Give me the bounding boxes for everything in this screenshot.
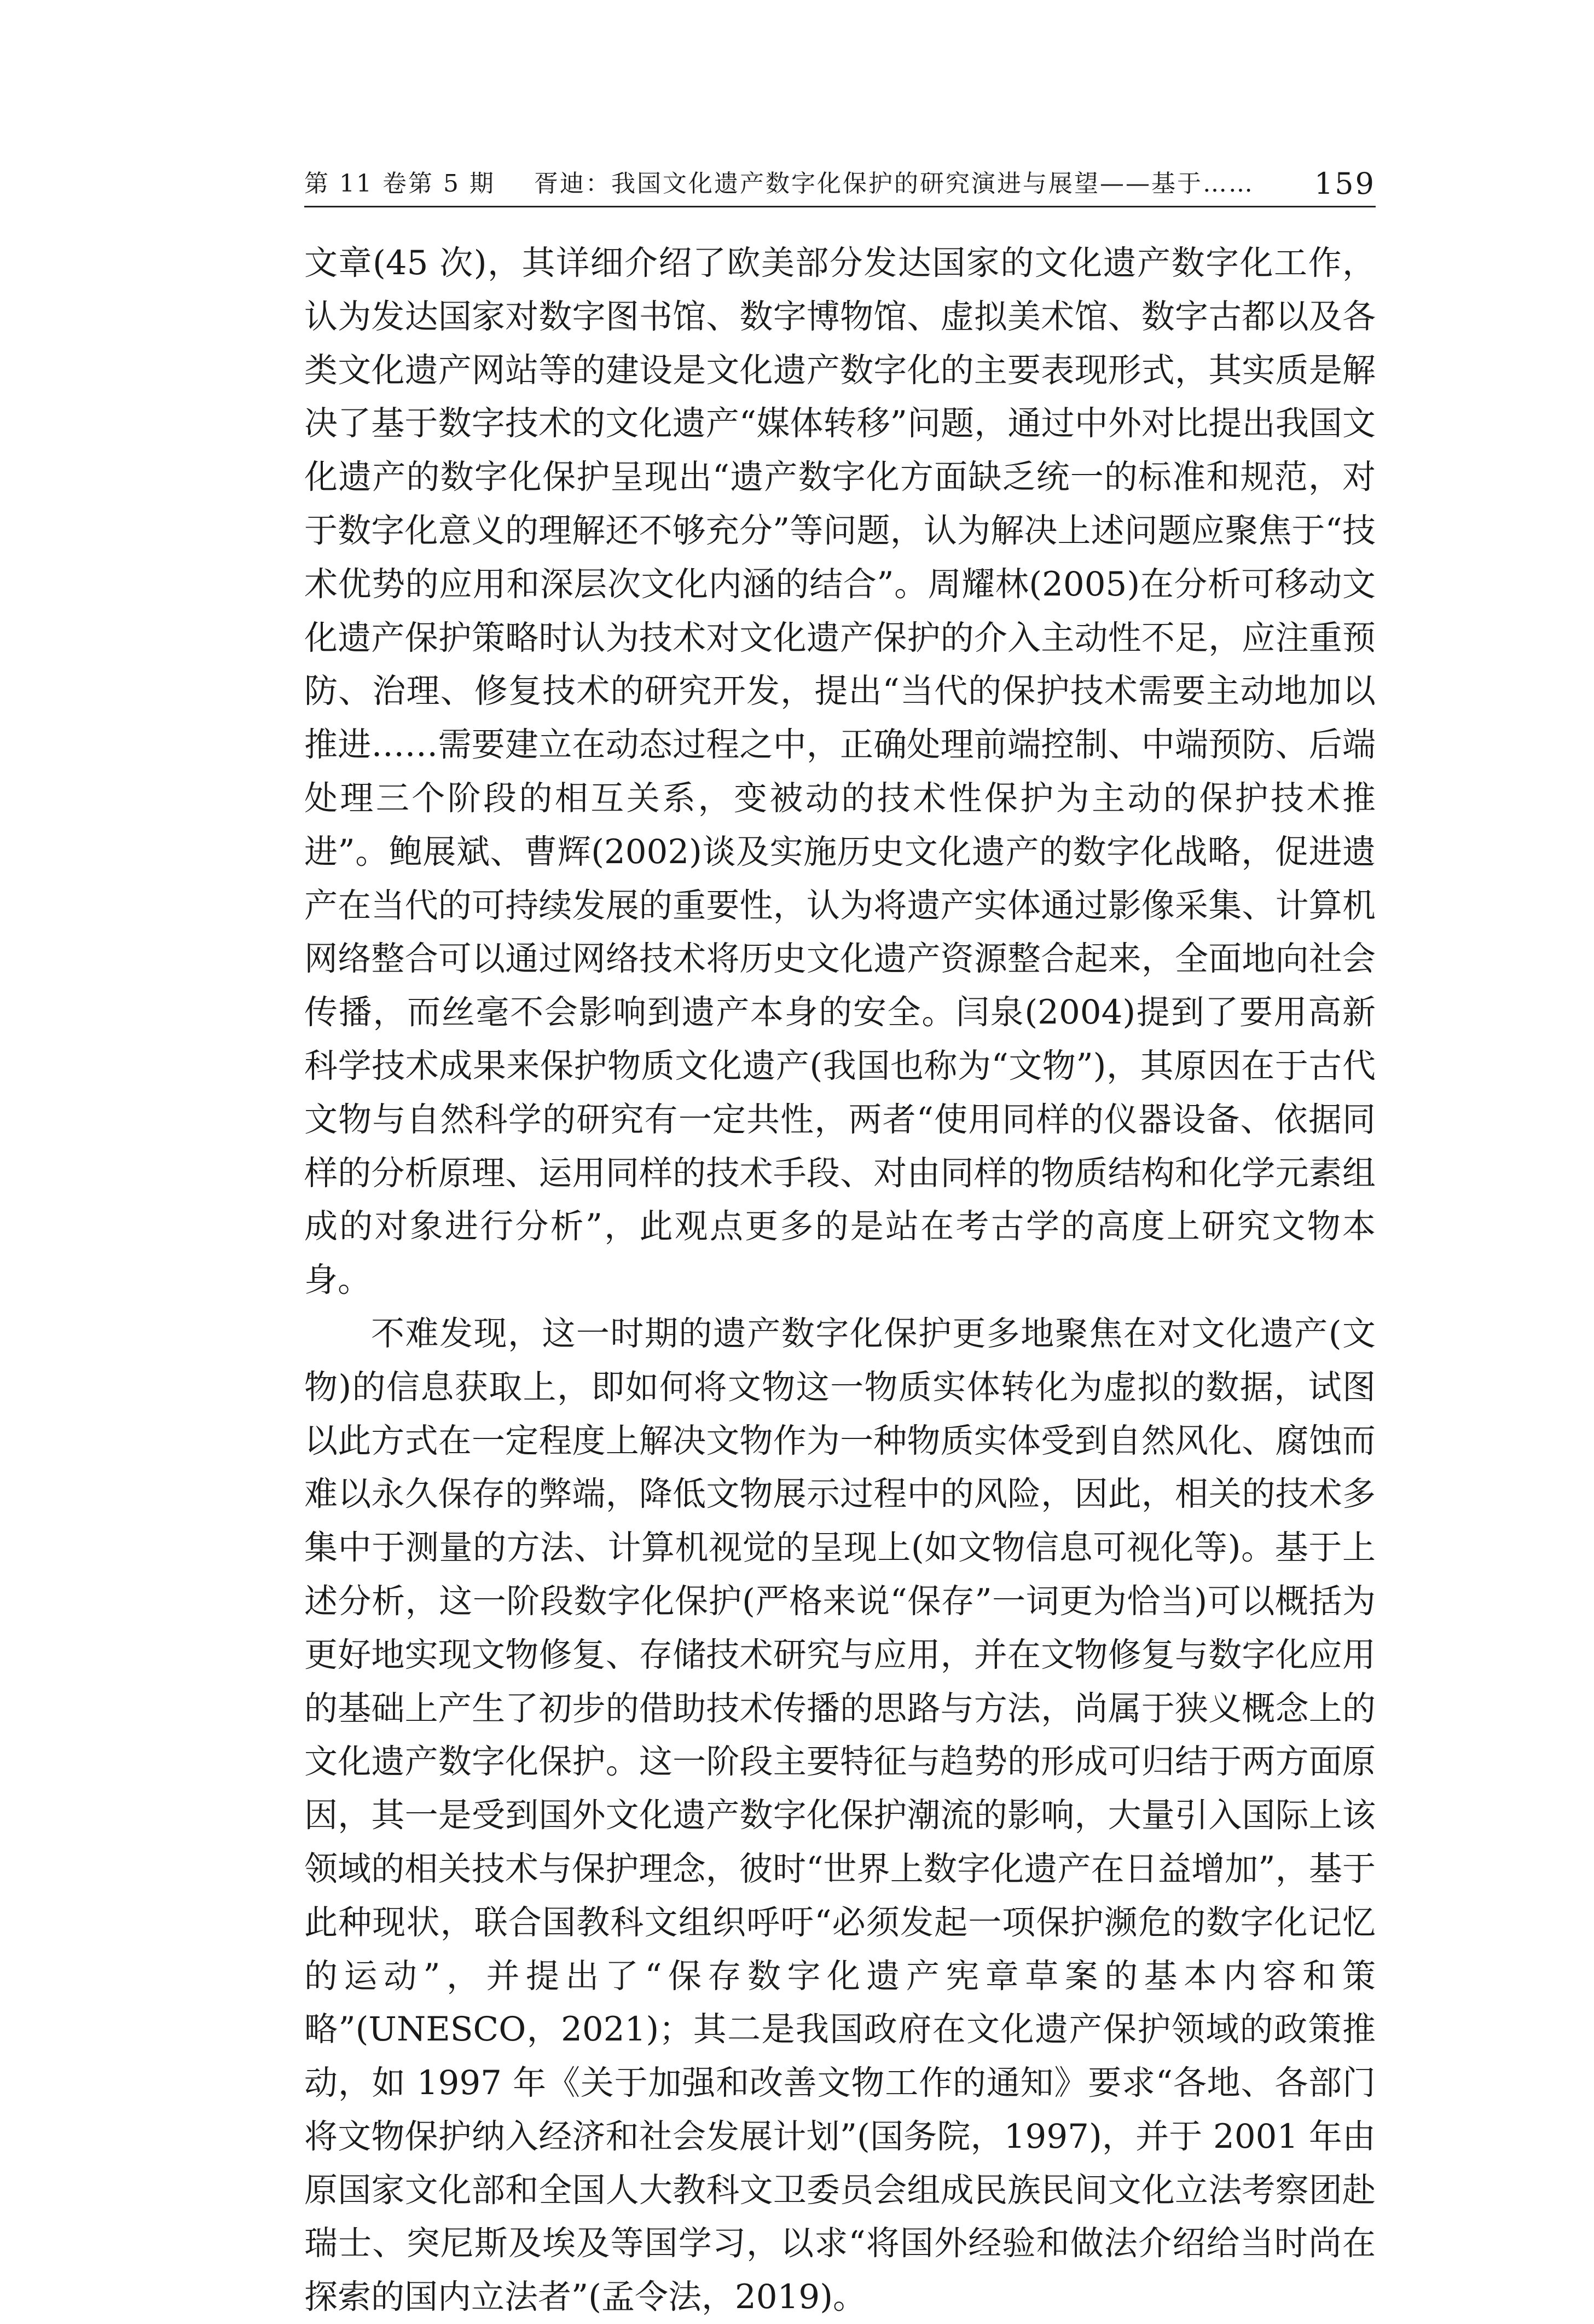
running-header	[304, 162, 1376, 207]
article-body	[304, 236, 1376, 2324]
page-number: 159	[1314, 166, 1376, 201]
running-title: 胥迪：我国文化遗产数字化保护的研究演进与展望——基于……	[534, 170, 1254, 198]
issue-label: 第 11 卷第 5 期	[304, 170, 495, 198]
body-paragraph: 文章(45 次)，其详细介绍了欧美部分发达国家的文化遗产数字化工作，认为发达国家对数字图书馆、数字博物馆、虚拟美术馆、数字古都以及各类文化遗产网站等的建设是文化遗产数字化的主要表现形式，其实质是解决了基于数字技术的文化遗产“媒体转移”问题，通过中外对比提出我国文化遗产的数字化保护呈现出“遗产数字化方面缺乏统一的标准和规范，对于数字化意义的理解还不够充分”等问题，认为解决上述问题应聚焦于“技术优势的应用和深层次文化内涵的结合”。周耀林(2005)在分析可移动文化遗产保护策略时认为技术对文化遗产保护的介入主动性不足，应注重预防、治理、修复技术的研究开发，提出“当代的保护技术需要主动地加以推进……需要建立在动态过程之中，正确处理前端控制、中端预防、后端处理三个阶段的相互关系，变被动的技术性保护为主动的保护技术推进”。鲍展斌、曹辉(2002)谈及实施历史文化遗产的数字化战略，促进遗产在当代的可持续发展的重要性，认为将遗产实体通过影像采集、计算机网络整合可以通过网络技术将历史文化遗产资源整合起来，全面地向社会传播，而丝毫不会影响到遗产本身的安全。闫泉(2004)提到了要用高新科学技术成果来保护物质文化遗产(我国也称为“文物”)，其原因在于古代文物与自然科学的研究有一定共性，两者“使用同样的仪器设备、依据同样的分析原理、运用同样的技术手段、对由同样的物质结构和化学元素组成的对象进行分析”，此观点更多的是站在考古学的高度上研究文物本身。	[304, 244, 1376, 1300]
body-paragraph: 不难发现，这一时期的遗产数字化保护更多地聚焦在对文化遗产(文物)的信息获取上，即如何将文物这一物质实体转化为虚拟的数据，试图以此方式在一定程度上解决文物作为一种物质实体受到自然风化、腐蚀而难以永久保存的弊端，降低文物展示过程中的风险，因此，相关的技术多集中于测量的方法、计算机视觉的呈现上(如文物信息可视化等)。基于上述分析，这一阶段数字化保护(严格来说“保存”一词更为恰当)可以概括为更好地实现文物修复、存储技术研究与应用，并在文物修复与数字化应用的基础上产生了初步的借助技术传播的思路与方法，尚属于狭义概念上的文化遗产数字化保护。这一阶段主要特征与趋势的形成可归结于两方面原因，其一是受到国外文化遗产数字化保护潮流的影响，大量引入国际上该领域的相关技术与保护理念，彼时“世界上数字化遗产在日益增加”，基于此种现状，联合国教科文组织呼吁“必须发起一项保护濒危的数字化记忆的运动”，并提出了“保存数字化遗产宪章草案的基本内容和策略”(UNESCO，2021)；其二是我国政府在文化遗产保护领域的政策推动，如 1997 年《关于加强和改善文物工作的通知》要求“各地、各部门将文物保护纳入经济和社会发展计划”(国务院，1997)，并于 2001 年由原国家文化部和全国人大教科文卫委员会组成民族民间文化立法考察团赴瑞士、突尼斯及埃及等国学习，以求“将国外经验和做法介绍给当时尚在探索的国内立法者”(孟令法，2019)。	[304, 1314, 1376, 2317]
